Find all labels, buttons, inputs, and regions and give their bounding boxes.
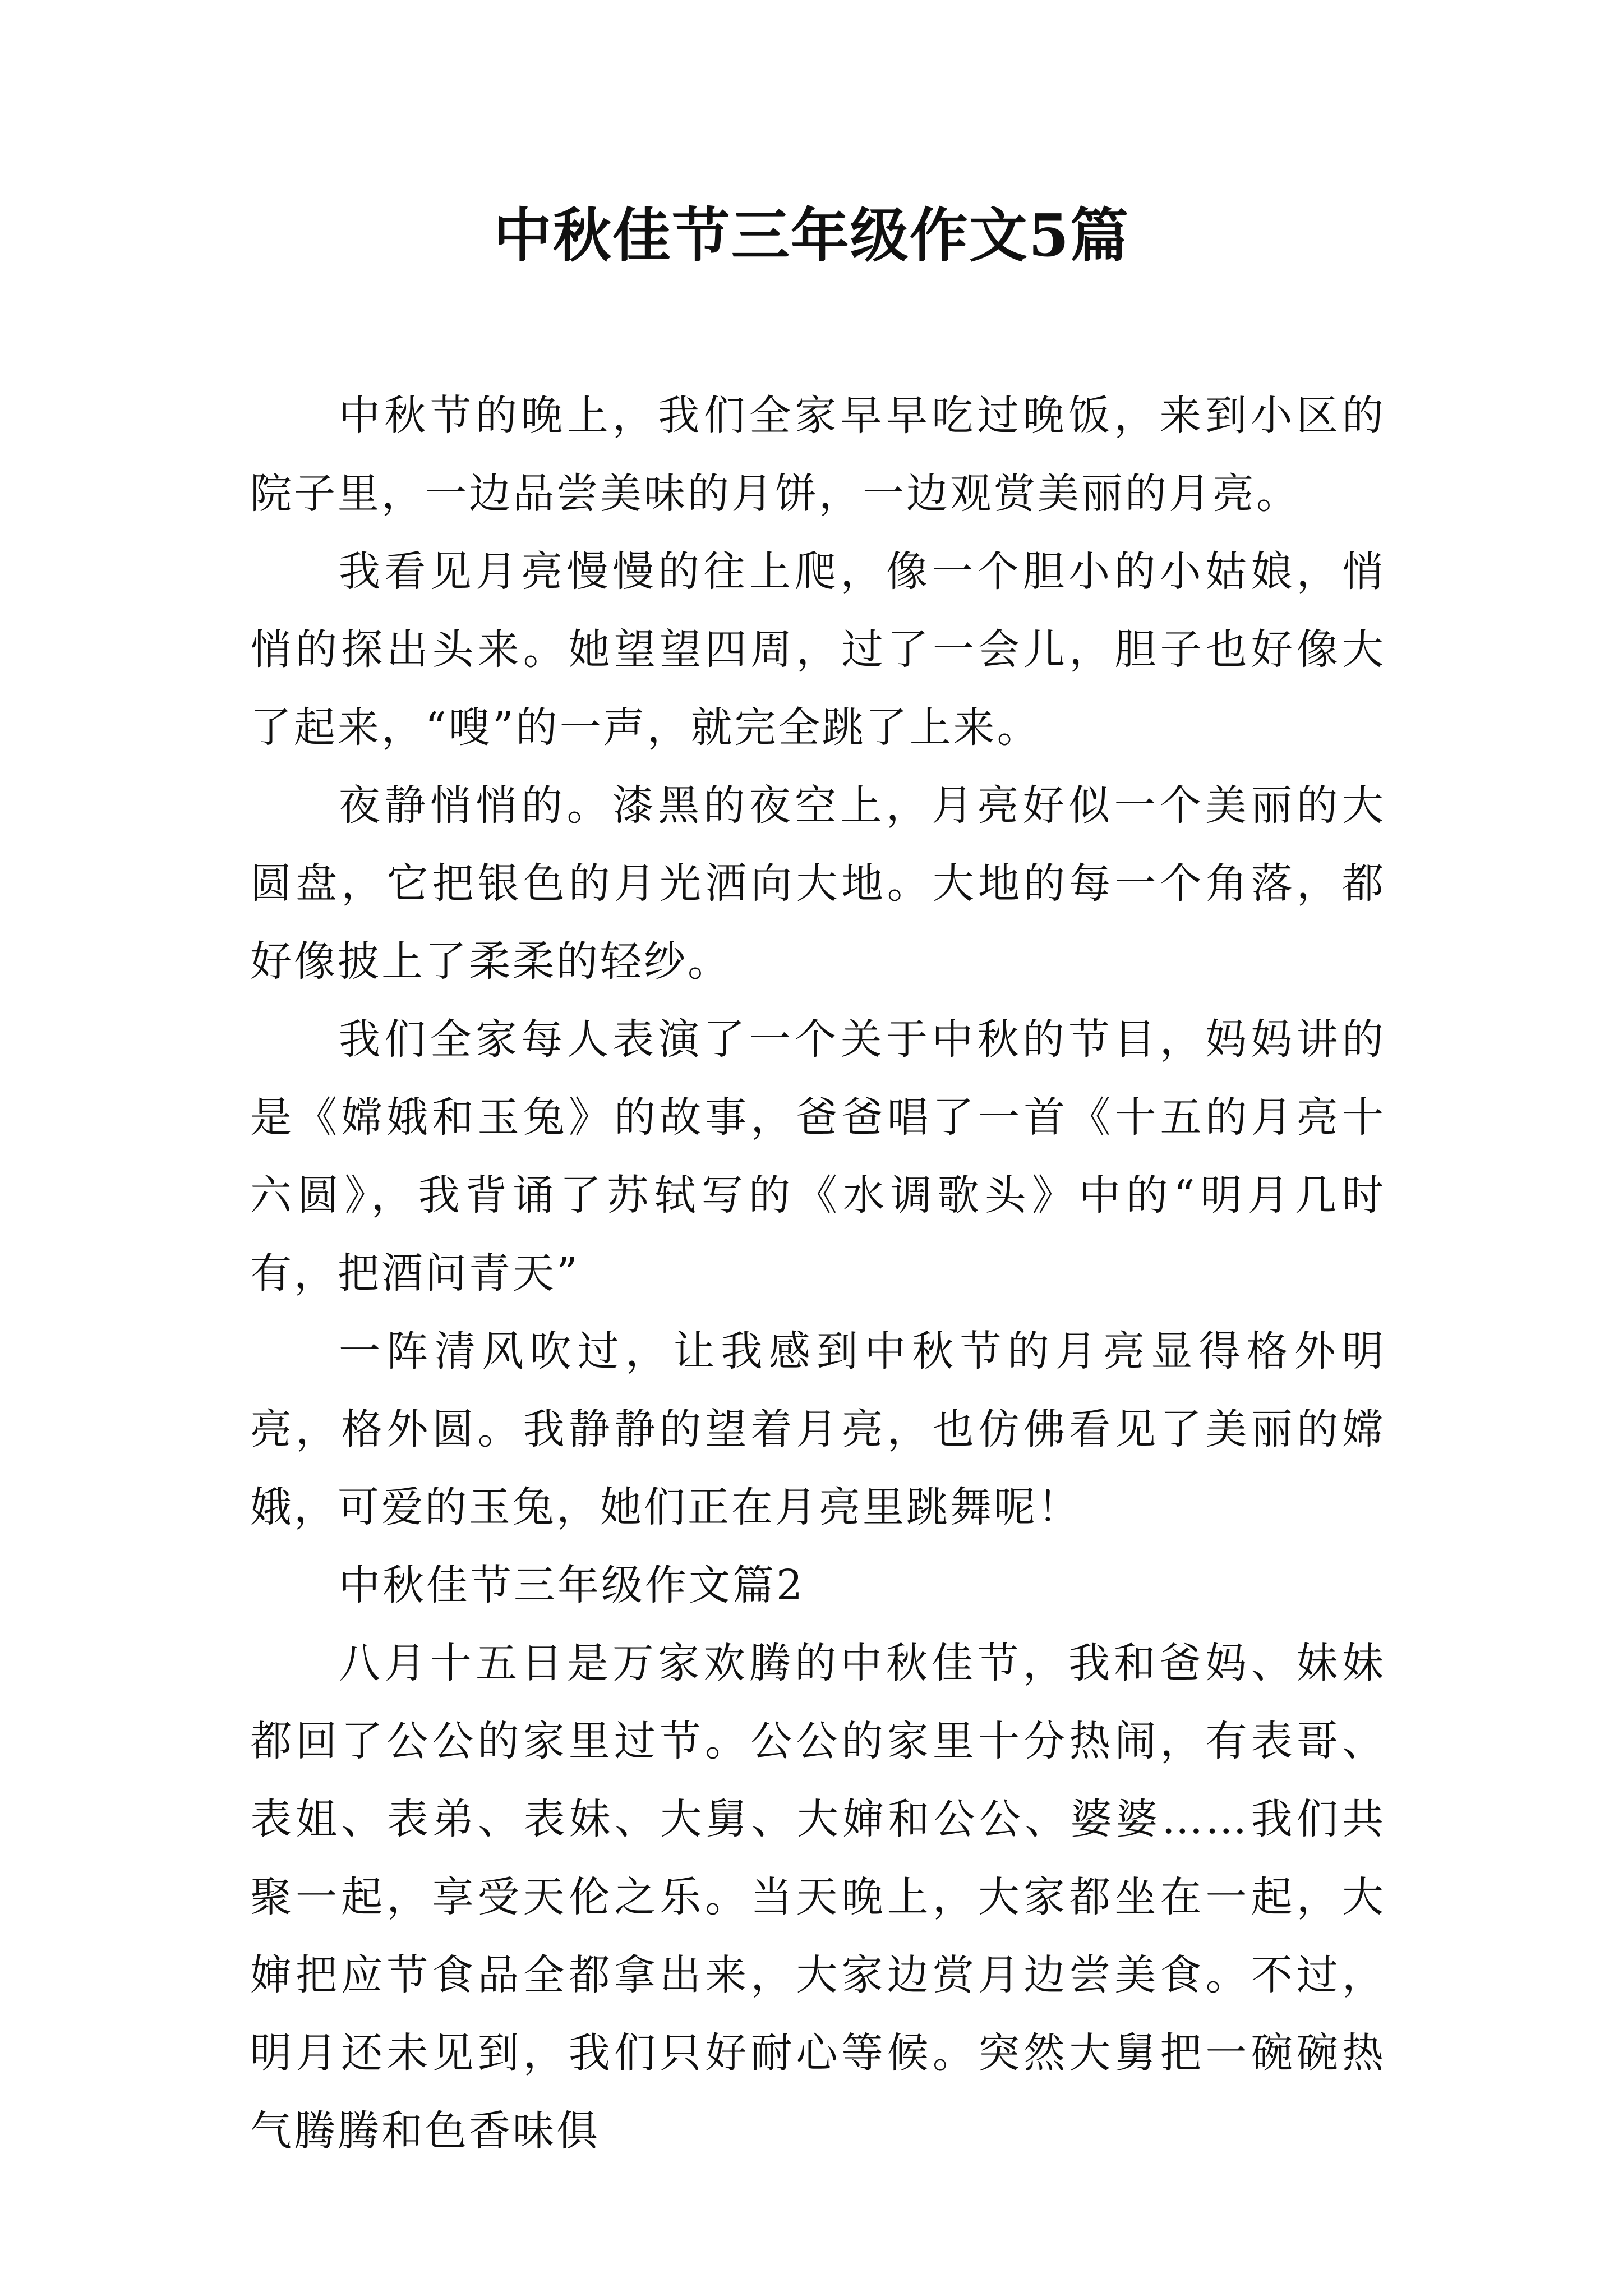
section-heading: 中秋佳节三年级作文篇2: [339, 1561, 805, 1609]
paragraph: 我看见月亮慢慢的往上爬，像一个胆小的小姑娘，悄悄的探出头来。她望望四周，过了一会儿，胆子也好像大了起来，“嗖”的一声，就完全跳了上来。: [250, 547, 1386, 752]
paragraph: 夜静悄悄的。漆黑的夜空上，月亮好似一个美丽的大圆盘，它把银色的月光洒向大地。大地的每一个角落，都好像披上了柔柔的轻纱。: [250, 781, 1386, 986]
paragraph: 中秋节的晚上，我们全家早早吃过晚饭，来到小区的院子里，一边品尝美味的月饼，一边观赏美丽的月亮。: [250, 392, 1386, 518]
document-title: 中秋佳节三年级作文5篇: [493, 201, 1130, 270]
paragraph: 我们全家每人表演了一个关于中秋的节目，妈妈讲的是《嫦娥和玉兔》的故事，爸爸唱了一首《十五的月亮十六圆》，我背诵了苏轼写的《水调歌头》中的“明月几时有，把酒问青天”: [250, 1015, 1386, 1297]
paragraph: 八月十五日是万家欢腾的中秋佳节，我和爸妈、妹妹都回了公公的家里过节。公公的家里十分热闹，有表哥、表姐、表弟、表妹、大舅、大婶和公公、婆婆……我们共聚一起，享受天伦之乐。当天晚上，大家都坐在一起，大婶把应节食品全都拿出来，大家边赏月边尝美食。不过，明月还未见到，我们只好耐心等候。突然大舅把一碗碗热气腾腾和色香味俱: [250, 1639, 1386, 2155]
document-body: [250, 377, 1386, 2170]
paragraph: 一阵清风吹过，让我感到中秋节的月亮显得格外明亮，格外圆。我静静的望着月亮，也仿佛看见了美丽的嫦娥，可爱的玉兔，她们正在月亮里跳舞呢！: [250, 1327, 1386, 1531]
